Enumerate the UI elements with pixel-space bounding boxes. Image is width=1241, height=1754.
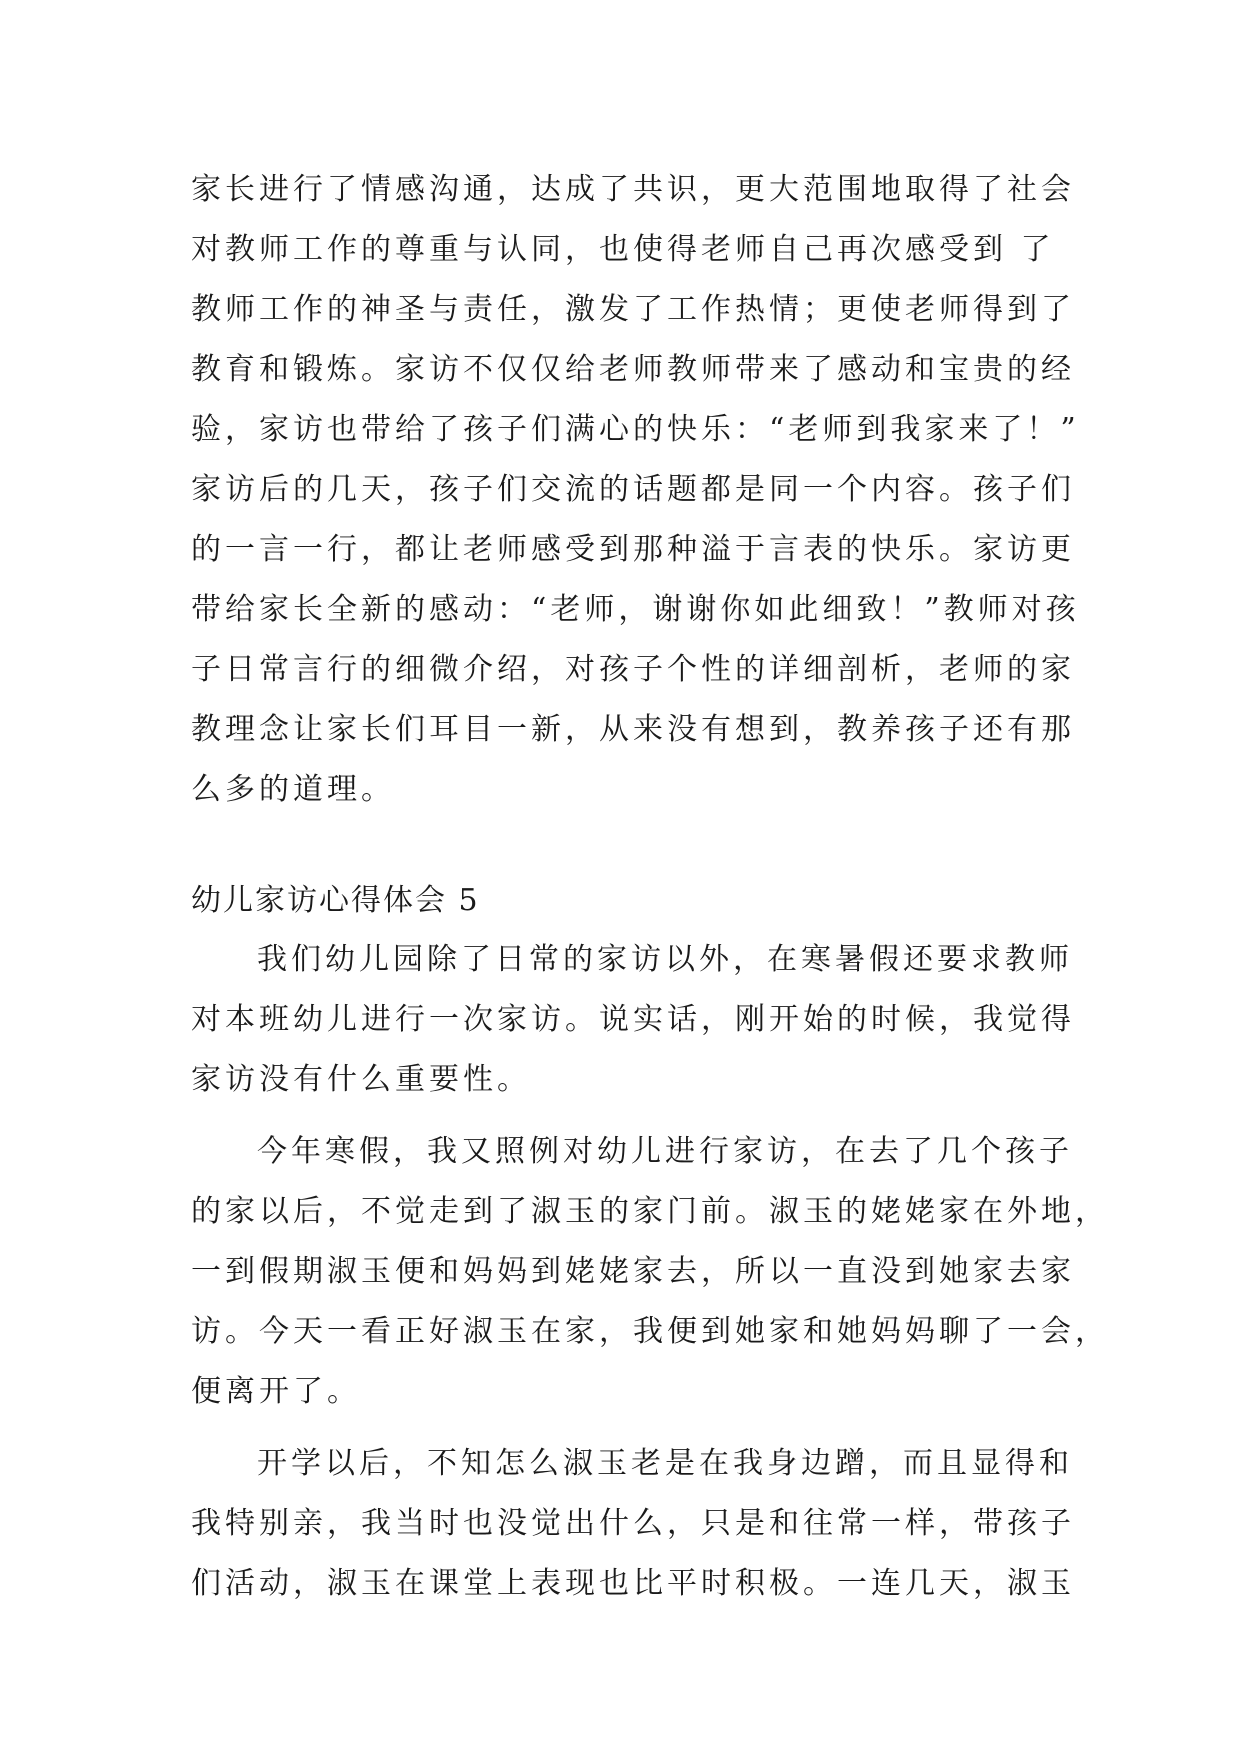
text-line: 家访后的几天，孩子们交流的话题都是同一个内容。孩子们 bbox=[191, 472, 1075, 507]
paragraph-1 bbox=[191, 160, 1080, 820]
text-line: 教育和锻炼。家访不仅仅给老师教师带来了感动和宝贵的经 bbox=[191, 352, 1075, 387]
text-line: 子日常言行的细微介绍，对孩子个性的详细剖析，老师的家 bbox=[191, 652, 1075, 687]
text-line: 么多的道理。 bbox=[191, 772, 395, 807]
paragraph-4 bbox=[191, 1434, 1075, 1614]
text-line: 我特别亲，我当时也没觉出什么，只是和往常一样，带孩子 bbox=[191, 1506, 1075, 1541]
text-line: 今年寒假，我又照例对幼儿进行家访，在去了几个孩子 bbox=[257, 1134, 1073, 1169]
section-title: 幼儿家访心得体会 5 bbox=[191, 883, 480, 918]
text-line: 教师工作的神圣与责任，激发了工作热情；更使老师得到了 bbox=[191, 292, 1075, 327]
paragraph-3 bbox=[191, 1122, 1109, 1422]
paragraph-2 bbox=[191, 930, 1075, 1110]
text-line: 访。今天一看正好淑玉在家，我便到她家和她妈妈聊了一会， bbox=[191, 1314, 1109, 1349]
text-line: 开学以后，不知怎么淑玉老是在我身边蹭，而且显得和 bbox=[257, 1446, 1073, 1481]
text-line: 家访没有什么重要性。 bbox=[191, 1062, 531, 1097]
text-line: 便离开了。 bbox=[191, 1374, 361, 1409]
text-line: 们活动，淑玉在课堂上表现也比平时积极。一连几天，淑玉 bbox=[191, 1566, 1075, 1601]
document-body bbox=[191, 160, 1109, 1614]
text-line: 验，家访也带给了孩子们满心的快乐：“老师到我家来了！” bbox=[191, 412, 1080, 447]
text-line: 的一言一行，都让老师感受到那种溢于言表的快乐。家访更 bbox=[191, 532, 1075, 567]
text-line: 对本班幼儿进行一次家访。说实话，刚开始的时候，我觉得 bbox=[191, 1002, 1075, 1037]
text-line: 带给家长全新的感动：“老师，谢谢你如此细致！”教师对孩 bbox=[191, 592, 1080, 627]
text-line: 我们幼儿园除了日常的家访以外，在寒暑假还要求教师 bbox=[257, 942, 1073, 977]
text-line: 对教师工作的尊重与认同，也使得老师自己再次感受到 了 bbox=[191, 232, 1055, 267]
text-line: 的家以后，不觉走到了淑玉的家门前。淑玉的姥姥家在外地， bbox=[191, 1194, 1109, 1229]
text-line: 家长进行了情感沟通，达成了共识，更大范围地取得了社会 bbox=[191, 172, 1075, 207]
text-line: 一到假期淑玉便和妈妈到姥姥家去，所以一直没到她家去家 bbox=[191, 1254, 1075, 1289]
text-line: 教理念让家长们耳目一新，从来没有想到，教养孩子还有那 bbox=[191, 712, 1075, 747]
